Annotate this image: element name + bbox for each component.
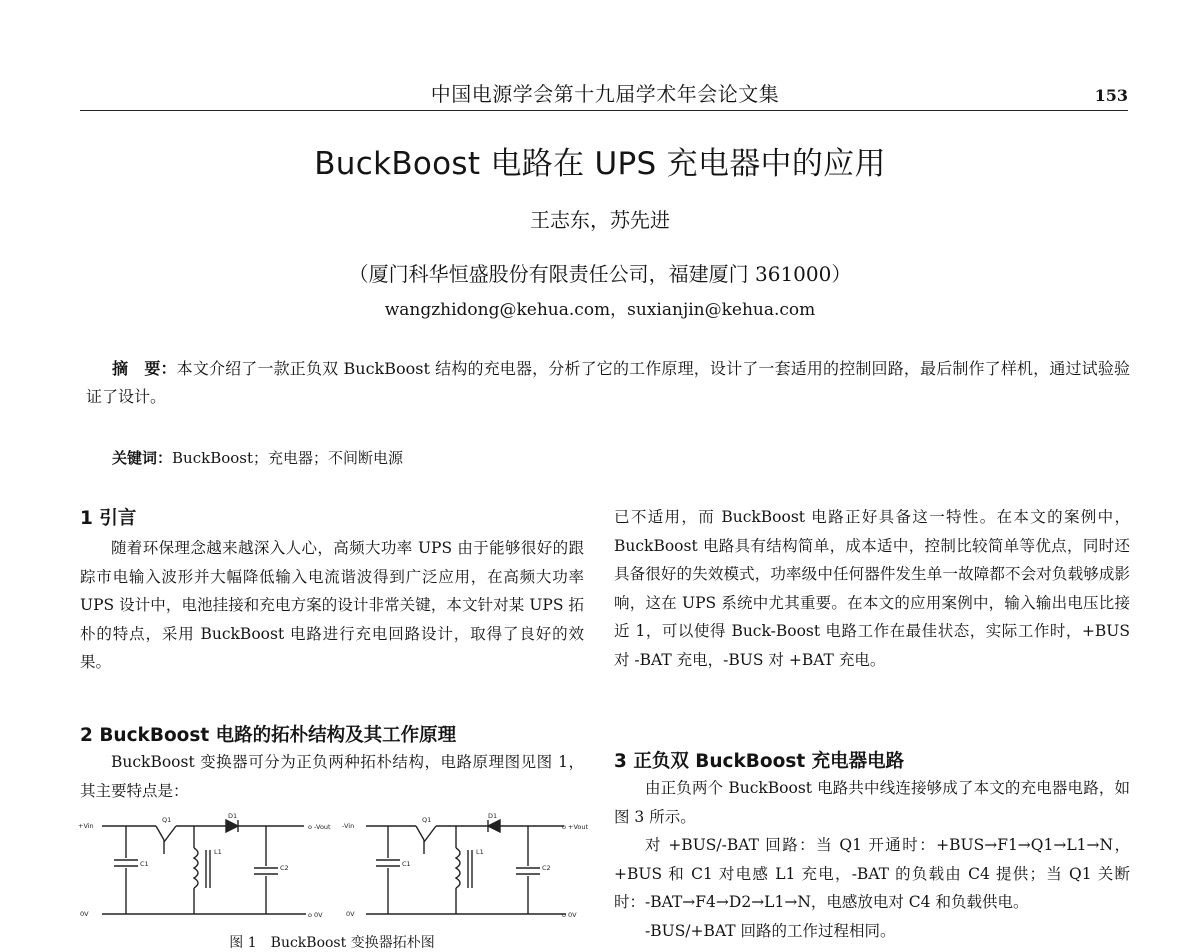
fig-left-q-label: Q1 <box>162 816 172 824</box>
fig-left-vout-label: o -Vout <box>308 823 331 831</box>
figure-1-schematics <box>76 808 596 926</box>
author-emails: wangzhidong@kehua.com，suxianjin@kehua.com <box>384 300 816 320</box>
section-2-body <box>80 748 584 805</box>
paragraph: -BUS/+BAT 回路的工作过程相同。 <box>645 921 896 940</box>
fig-left-vin-label: +Vin <box>78 822 94 830</box>
abstract-text: 本文介绍了一款正负双 BuckBoost 结构的充电器，分析了它的工作原理，设计了一套适用的控制回路，最后制作了样机，通过试验验证了设计。 <box>86 359 1130 406</box>
paragraph: BuckBoost 变换器可分为正负两种拓朴结构，电路原理图见图 1，其主要特点是： <box>80 753 584 800</box>
fig-left-gnd-out-label: o 0V <box>308 911 323 919</box>
abstract-label: 摘 要： <box>112 359 177 378</box>
section-heading-1: 1 引言 <box>80 508 137 529</box>
authors: 王志东，苏先进 <box>530 208 670 232</box>
fig-right-gnd-label: 0V <box>346 910 355 918</box>
section-3-body <box>614 774 1130 945</box>
fig-left-gnd-label: 0V <box>80 910 89 918</box>
section-2-continuation <box>614 503 1130 674</box>
fig-right-d-label: D1 <box>488 812 498 820</box>
fig-right-l-label: L1 <box>476 848 484 856</box>
keywords <box>112 447 1112 468</box>
fig-left-cin-label: C1 <box>140 860 149 868</box>
fig-right-q-label: Q1 <box>422 816 432 824</box>
paragraph: 由正负两个 BuckBoost 电路共中线连接够成了本文的充电器电路，如图 3 所示。 <box>614 779 1130 826</box>
fig-left-d-label: D1 <box>228 812 238 820</box>
paragraph: 随着环保理念越来越深入人心，高频大功率 UPS 由于能够很好的跟踪市电输入波形并大幅降低输入电流谐波得到广泛应用，在高频大功率 UPS 设计中，电池挂接和充电方案的设计非常关键，本文针对某 UPS 拓朴的特点，采用 BuckBoost 电路进行充电回路设计，取得了良好的效果。 <box>80 539 584 671</box>
section-heading-2: 2 BuckBoost 电路的拓朴结构及其工作原理 <box>80 725 457 746</box>
fig-right-gnd-out-label: o 0V <box>562 911 577 919</box>
right-schematic <box>366 820 566 914</box>
running-title: 中国电源学会第十九届学术年会论文集 <box>430 82 780 106</box>
left-schematic <box>102 820 306 914</box>
paragraph: 对 +BUS/-BAT 回路：当 Q1 开通时：+BUS→F1→Q1→L1→N，+BUS 和 C1 对电感 L1 充电，-BAT 的负载由 C4 提供；当 Q1 关断时：-BAT→F4→D2→L1→N，电感放电对 C4 和负载供电。 <box>614 836 1131 911</box>
paper-title: BuckBoost 电路在 UPS 充电器中的应用 <box>314 146 886 182</box>
fig-right-cout-label: C2 <box>542 864 551 872</box>
fig-right-cin-label: C1 <box>402 860 411 868</box>
keywords-text: BuckBoost；充电器；不间断电源 <box>172 449 404 467</box>
fig-right-vin-label: -Vin <box>342 822 355 830</box>
fig-left-cout-label: C2 <box>280 864 289 872</box>
affiliation: （厦门科华恒盛股份有限责任公司，福建厦门 361000） <box>348 262 852 286</box>
paragraph: 已不适用，而 BuckBoost 电路正好具备这一特性。在本文的案例中，BuckBoost 电路具有结构简单，成本适中，控制比较简单等优点，同时还具备很好的失效模式，功率级中任何器件发生单一故障都不会对负载够成影响，这在 UPS 系统中尤其重要。在本文的应用案例中，输入输出电压比接近 1，可以使得 Buck-Boost 电路工作在最佳状态，实际工作时，+BUS 对 -BAT 充电，-BUS 对 +BAT 充电。 <box>614 508 1130 669</box>
header-rule <box>80 110 1128 111</box>
keywords-label: 关键词： <box>112 449 173 467</box>
fig-left-l-label: L1 <box>214 848 222 856</box>
page-number: 153 <box>1094 86 1128 105</box>
fig-right-vout-label: o +Vout <box>562 823 589 831</box>
section-heading-3: 3 正负双 BuckBoost 充电器电路 <box>614 751 905 772</box>
figure-1-caption: 图 1 BuckBoost 变换器拓朴图 <box>229 935 435 951</box>
section-1-body <box>80 534 584 677</box>
abstract <box>86 355 1130 411</box>
